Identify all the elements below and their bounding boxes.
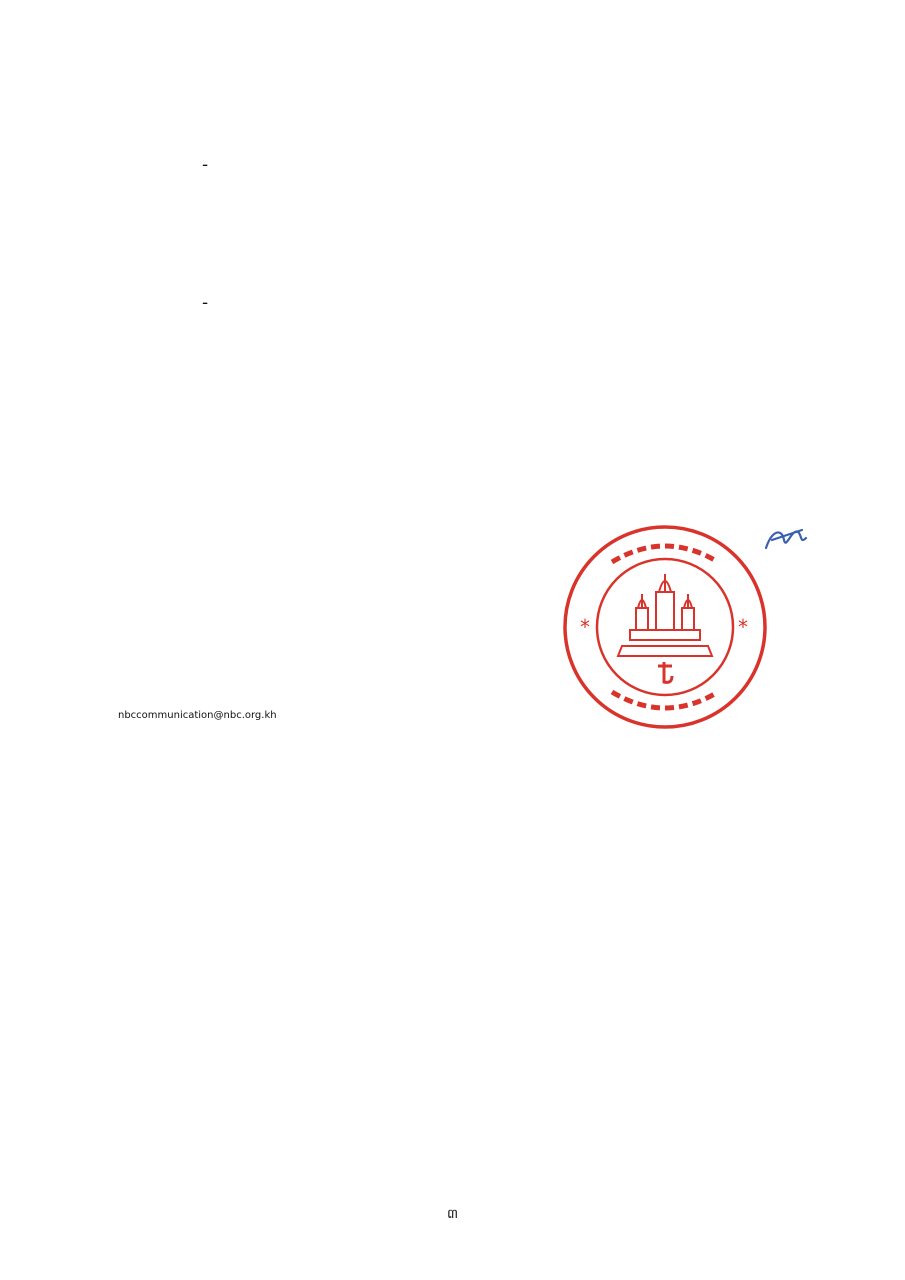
contact-phone	[118, 687, 277, 707]
bullet-item	[118, 288, 794, 382]
body-paragraph	[118, 394, 794, 457]
contact-organization	[118, 648, 277, 668]
bullet-text	[228, 150, 794, 276]
bullet-marker: -	[202, 155, 209, 175]
bullet-item	[118, 150, 794, 276]
contact-block	[118, 628, 277, 726]
bullet-marker: -	[202, 293, 209, 313]
contact-heading	[118, 628, 277, 648]
official-seal-stamp	[560, 522, 770, 732]
svg-text:*: *	[580, 615, 590, 639]
contact-email-line	[118, 706, 277, 726]
page-number: ៣	[446, 1207, 459, 1222]
contact-email: nbccommunication@nbc.org.kh	[118, 710, 277, 721]
contact-department	[118, 667, 277, 687]
letter-body	[118, 150, 794, 544]
bullet-text	[228, 288, 794, 382]
svg-text:*: *	[738, 615, 748, 639]
